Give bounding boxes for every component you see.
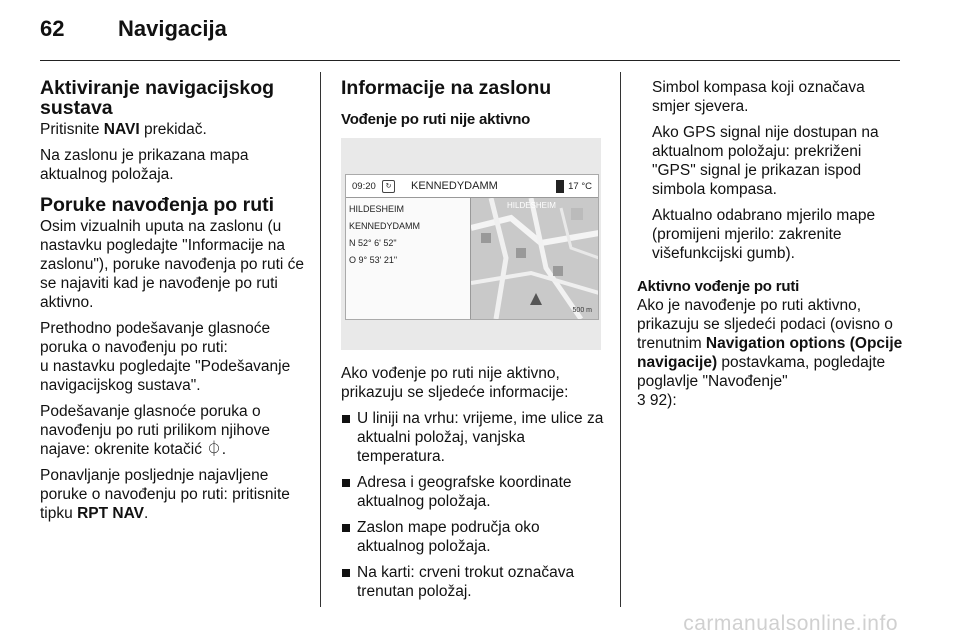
screen-city: HILDESHEIM: [349, 204, 405, 214]
heading-active-guidance: Aktivno vođenje po ruti: [637, 278, 800, 295]
map-graphic: [471, 198, 598, 319]
text: Ponavljanje posljednje najavljene poruke o navođenju po ruti: pritisnite tipku: [40, 467, 290, 522]
screen-street: KENNEDYDAMM: [411, 180, 498, 192]
bullet-icon: [342, 524, 350, 532]
rpt-nav-key-label: RPT NAV: [77, 505, 144, 522]
parking-icon: [481, 233, 491, 243]
screen-map: [470, 198, 598, 319]
navi-key-label: NAVI: [103, 121, 140, 138]
list-item-text: Na karti: crveni trokut označava trenutan položaj.: [357, 564, 575, 600]
compass-small-icon: ↻: [382, 180, 395, 193]
screen-time: 09:20: [352, 180, 376, 192]
heading-activation: Aktiviranje navigacijskog sustava: [40, 77, 275, 119]
paragraph-navi: [40, 120, 305, 139]
text: .: [143, 505, 149, 522]
text: Pritisnite: [40, 121, 104, 138]
left-column: [40, 78, 305, 530]
paragraph-volume-preset-ref: u nastavku pogledajte "Podešavanje navigacijskog sustava".: [40, 358, 291, 394]
map-scale: 500 m: [572, 307, 592, 314]
subheading-not-active: Vođenje po ruti nije aktivno: [341, 111, 531, 128]
screen-latitude: N 52° 6' 52": [349, 238, 397, 248]
bullet-icon: [342, 479, 350, 487]
paragraph-volume-preset: Prethodno podešavanje glasnoće poruka o navođenju po ruti:: [40, 320, 271, 356]
paragraph-gps: Ako GPS signal nije dostupan na aktualnom položaju: prekriženi "GPS" signal je prikazan ispod simbola kompasa.: [652, 124, 879, 198]
column-divider-2: [620, 72, 621, 607]
screen-longitude: O 9° 53' 21": [349, 255, 398, 265]
bullet-icon: [342, 415, 350, 423]
screen-temperature: 17 °C: [568, 180, 592, 192]
heading-screen-info: Informacije na zaslonu: [341, 77, 552, 99]
header-rule: [40, 60, 900, 61]
watermark: carmanualsonline.info: [683, 612, 898, 635]
display-illustration: [341, 138, 601, 350]
info-list: [341, 409, 606, 601]
screen-street-2: KENNEDYDAMM: [349, 221, 421, 231]
parking-icon: [516, 248, 526, 258]
paragraph-route-messages: Osim vizualnih uputa na zaslonu (u nastavku pogledajte "Informacije na zaslonu"), poruke navođenja po ruti će se najaviti kad je navođenje po ruti aktivno.: [40, 218, 304, 311]
bullet-icon: [342, 569, 350, 577]
text: postavkama, pogledajte poglavlje "Navođenje": [637, 354, 886, 390]
list-item-text: U liniji na vrhu: vrijeme, ime ulice za aktualni položaj, vanjska temperatura.: [357, 410, 604, 465]
paragraph-scale: Aktualno odabrano mjerilo mape (promijeni mjerilo: zakrenite višefunkcijski gumb).: [652, 207, 876, 262]
navigation-screen: [345, 174, 599, 320]
compass-icon: [571, 208, 583, 220]
list-item: [341, 563, 606, 601]
middle-column-text: [341, 364, 606, 608]
parking-icon: [553, 266, 563, 276]
paragraph-map: Na zaslonu je prikazana mapa aktualnog položaja.: [40, 147, 249, 183]
page-title: Navigacija: [118, 16, 227, 41]
screen-address-panel: [349, 201, 466, 269]
list-item: [341, 518, 606, 556]
text: prekidač.: [139, 121, 207, 138]
page-number: 62: [40, 16, 65, 41]
paragraph-compass: Simbol kompasa koji označava smjer sjevera.: [652, 79, 865, 115]
list-item-text: Adresa i geografske koordinate aktualnog položaja.: [357, 474, 572, 510]
middle-column: [341, 78, 606, 129]
text: Ako je navođenje po ruti aktivno, prikazuju se sljedeći podaci (ovisno o trenutnim: [637, 297, 893, 352]
column-divider-1: [320, 72, 321, 607]
map-city-label: HILDESHEIM: [507, 201, 556, 210]
paragraph-volume-adjust: Podešavanje glasnoće poruka o navođenju po ruti prilikom njihove najave: okrenite kotačić ⏀.: [40, 403, 271, 458]
right-column: [637, 78, 905, 417]
navigation-options-label: Navigation options (Opcije navigacije): [637, 335, 903, 371]
paragraph-intro: Ako vođenje po ruti nije aktivno, prikazuju se sljedeće informacije:: [341, 365, 569, 401]
page-header: [40, 16, 227, 42]
heading-route-messages: Poruke navođenja po ruti: [40, 194, 275, 216]
paragraph-active-guidance: [637, 296, 905, 410]
list-item-text: Zaslon mape područja oko aktualnog položaja.: [357, 519, 540, 555]
thermometer-icon: [556, 180, 564, 193]
list-item: [341, 409, 606, 466]
screen-top-bar: [346, 175, 598, 198]
list-item: [341, 473, 606, 511]
page-reference: 3 92):: [637, 392, 677, 409]
paragraph-repeat: [40, 466, 305, 523]
